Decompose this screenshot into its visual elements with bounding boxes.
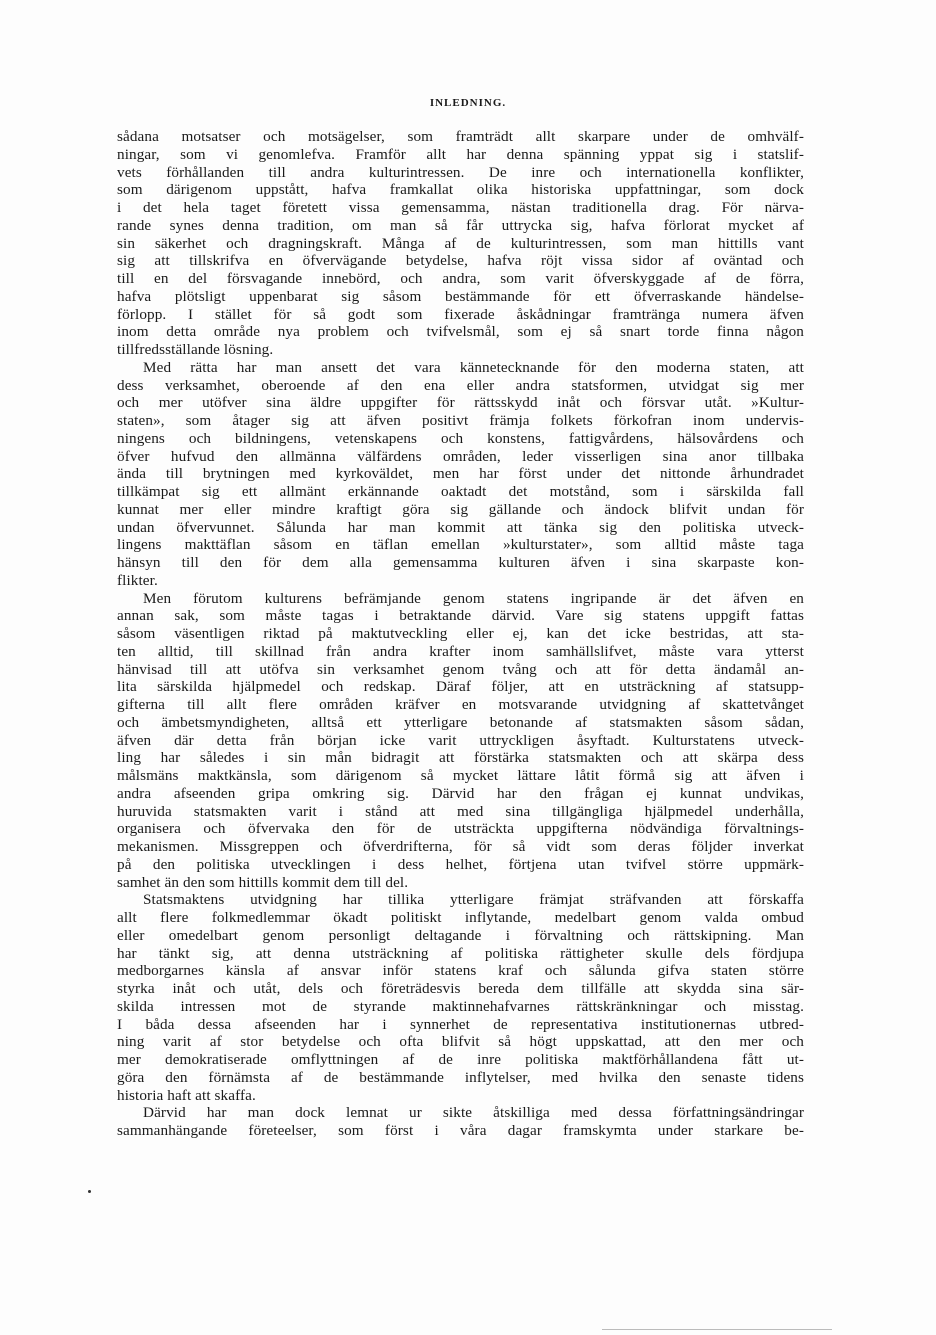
running-head: INLEDNING. <box>429 97 507 109</box>
text-line: styrka inåt och utåt, dels och företrädesvis bereda dem tillfälle att skydda sina sär- <box>117 980 804 997</box>
text-line: dess verksamhet, oberoende af den ena eller andra statsformen, utvidgat sig mer <box>117 376 804 394</box>
text-line: som därigenom uppstått, hafva framkallat olika historiska uppfattningar, som dock <box>117 181 804 199</box>
text-line: eller omedelbart genom personligt deltagande i förvaltning och rättskipning. Man <box>117 926 804 944</box>
text-line: sammanhängande företeelser, som först i våra dagar framskymta under starkare be- <box>117 1122 804 1139</box>
text-line: flikter. <box>117 571 158 589</box>
text-line: lita särskilda hjälpmedel och redskap. Däraf följer, att en utsträckning af statsupp- <box>117 678 804 696</box>
text-line: allt flere folkmedlemmar ökadt politiskt inflytande, medelbart genom valda ombud <box>117 909 804 926</box>
paragraph <box>117 128 804 359</box>
text-line: målsmäns maktkänsla, som därigenom så mycket lättare låtit förmå sig att äfven i <box>117 767 804 784</box>
text-line: hänsyn till den för dem alla gemensamma kulturen äfven i sina skarpaste kon- <box>117 554 804 571</box>
text-line: undan öfvervunnet. Sålunda har man kommit att tänka sig den politiska utveck- <box>117 518 804 536</box>
text-line: ningens och bildningens, vetenskapens och konstens, fattigvårdens, hälsovårdens och <box>117 429 804 447</box>
text-line: i det hela taget företett vissa gemensamma, nästan traditionella drag. För närva- <box>117 199 804 216</box>
text-line: staten», som åtager sig att äfven positivt främja folkets förkofran inom undervis- <box>117 412 804 429</box>
text-line: tillkämpat sig ett allmänt erkännande oaktadt det motstånd, som i särskilda fall <box>117 483 804 500</box>
text-line: sig att tillskrifva en öfvervägande betydelse, hafva röjt vissa sidor af oväntad och <box>117 252 804 270</box>
text-line: tillfredsställande lösning. <box>117 341 274 358</box>
paragraph <box>117 590 804 892</box>
text-line: ten alltid, till skillnad från andra krafter inom samhällslifvet, måste vara ytterst <box>117 642 804 660</box>
text-line: rande synes denna tradition, om man så får uttrycka sig, hafva förlorat mycket af <box>117 216 804 234</box>
text-line: ning varit af stor betydelse och ofta blifvit så högt uppskattad, att den mer och <box>117 1033 804 1051</box>
body-text <box>117 128 804 1140</box>
text-line: sådana motsatser och motsägelser, som framträdt allt skarpare under de omhvälf- <box>117 128 804 145</box>
text-line: ända till brytningen med kyrkoväldet, men har först under det nittonde århundradet <box>117 465 804 483</box>
text-line: Med rätta har man ansett det vara kännetecknande för den moderna staten, att <box>143 358 804 376</box>
text-line: kunnat mer eller mindre kraftigt göra sig gällande och ändock blifvit undan för <box>117 500 804 518</box>
text-line: inom detta område nya problem och tvifvelsmål, som ej så snart torde finna någon <box>117 323 804 341</box>
text-line: mekanismen. Missgreppen och öfverdrifterna, för så vidt som deras följder inverkat <box>117 838 804 855</box>
text-line: såsom väsentligen riktad på maktutveckling eller ej, kan det icke bestridas, att sta- <box>117 625 804 642</box>
text-line: I båda dessa afseenden har i synnerhet de representativa institutionernas utbred- <box>117 1015 804 1033</box>
text-line: ningar, som vi genomlefva. Framför allt har denna spänning yppat sig i statslif- <box>117 145 804 163</box>
text-line: sin säkerhet och dragningskraft. Många af de kulturintressen, som man hittills vant <box>117 234 804 252</box>
text-line: historia haft att skaffa. <box>117 1086 256 1104</box>
text-line: Därvid har man dock lemnat ur sikte åtskilliga med dessa författningsändringar <box>143 1104 804 1122</box>
text-line: lingens makttäflan såsom en täflan emellan »kulturstater», som alltid måste taga <box>117 536 804 554</box>
text-line: Men förutom kulturens befrämjande genom statens ingripande är det äfven en <box>143 589 804 607</box>
text-line: vets förhållanden till andra kulturintressen. De inre och internationella konflikter, <box>117 163 804 181</box>
text-line: organisera och öfvervaka den för de utsträckta uppgifterna nödvändiga förvaltnings- <box>117 820 804 838</box>
text-line: mer demokratiserade omflyttningen af de inre politiska maktförhållandena fått ut- <box>117 1051 804 1068</box>
text-line: och mer utöfver sina äldre uppgifter för rättsskydd inåt och försvar utåt. »Kultur- <box>117 394 804 412</box>
scan-speck <box>88 1190 91 1193</box>
text-line: äfven där detta från början icke varit uttryckligen åsyftadt. Kulturstatens utveck- <box>117 731 804 749</box>
text-line: annan sak, som måste tagas i betraktande därvid. Vare sig statens uppgift fattas <box>117 607 804 625</box>
paragraph <box>117 1104 804 1140</box>
paragraph <box>117 891 804 1104</box>
text-line: Statsmaktens utvidgning har tillika ytterligare främjat sträfvanden att förskaffa <box>143 891 804 909</box>
text-line: till en del försvagande innebörd, och andra, som varit öfverskyggade af de förra, <box>117 270 804 287</box>
text-line: hafva plötsligt uppenbarat sig såsom bestämmande för ett öfverraskande händelse- <box>117 287 804 305</box>
text-line: på den politiska utvecklingen i dess helhet, förtjena utan tvifvel större uppmärk- <box>117 855 804 873</box>
text-line: medborgarnes känsla af ansvar inför statens kraf och sålunda gifva staten större <box>117 962 804 980</box>
text-line: hänvisad till att utöfva sin verksamhet genom tvång och att för detta ändamål an- <box>117 660 804 678</box>
text-line: gifterna till allt flere områden kräfver en motsvarande utvidgning af skattetvånget <box>117 696 804 713</box>
text-line: samhet än den som hittills kommit dem till del. <box>117 873 409 891</box>
text-line: ling har således i sin mån bidragit att förstärka statsmakten och att skärpa dess <box>117 749 804 767</box>
text-line: öfver hufvud den allmänna välfärdens områden, leder visserligen sina anor tillbaka <box>117 447 804 465</box>
text-line: förlopp. I stället för så godt som fixerade åskådningar framtränga numera äfven <box>117 305 804 323</box>
text-line: och ämbetsmyndigheten, alltså ett ytterligare betonande af statsmakten såsom sådan, <box>117 713 804 731</box>
scan-edge-line <box>602 1329 832 1330</box>
text-line: göra den förnämsta af de bestämmande inflytelser, med hvilka den senaste tidens <box>117 1068 804 1086</box>
paragraph <box>117 359 804 590</box>
text-line: huruvida statsmakten varit i stånd att med sina tillgängliga hjälpmedel underhålla, <box>117 802 804 820</box>
text-line: andra afseenden gripa omkring sig. Därvid har den frågan ej kunnat undvikas, <box>117 784 804 802</box>
text-line: har tänkt sig, att denna utsträckning af politiska rättigheter skulle dels fördjupa <box>117 944 804 962</box>
text-line: skilda intressen mot de styrande maktinnehafvarnes rättskränkningar och misstag. <box>117 997 804 1015</box>
